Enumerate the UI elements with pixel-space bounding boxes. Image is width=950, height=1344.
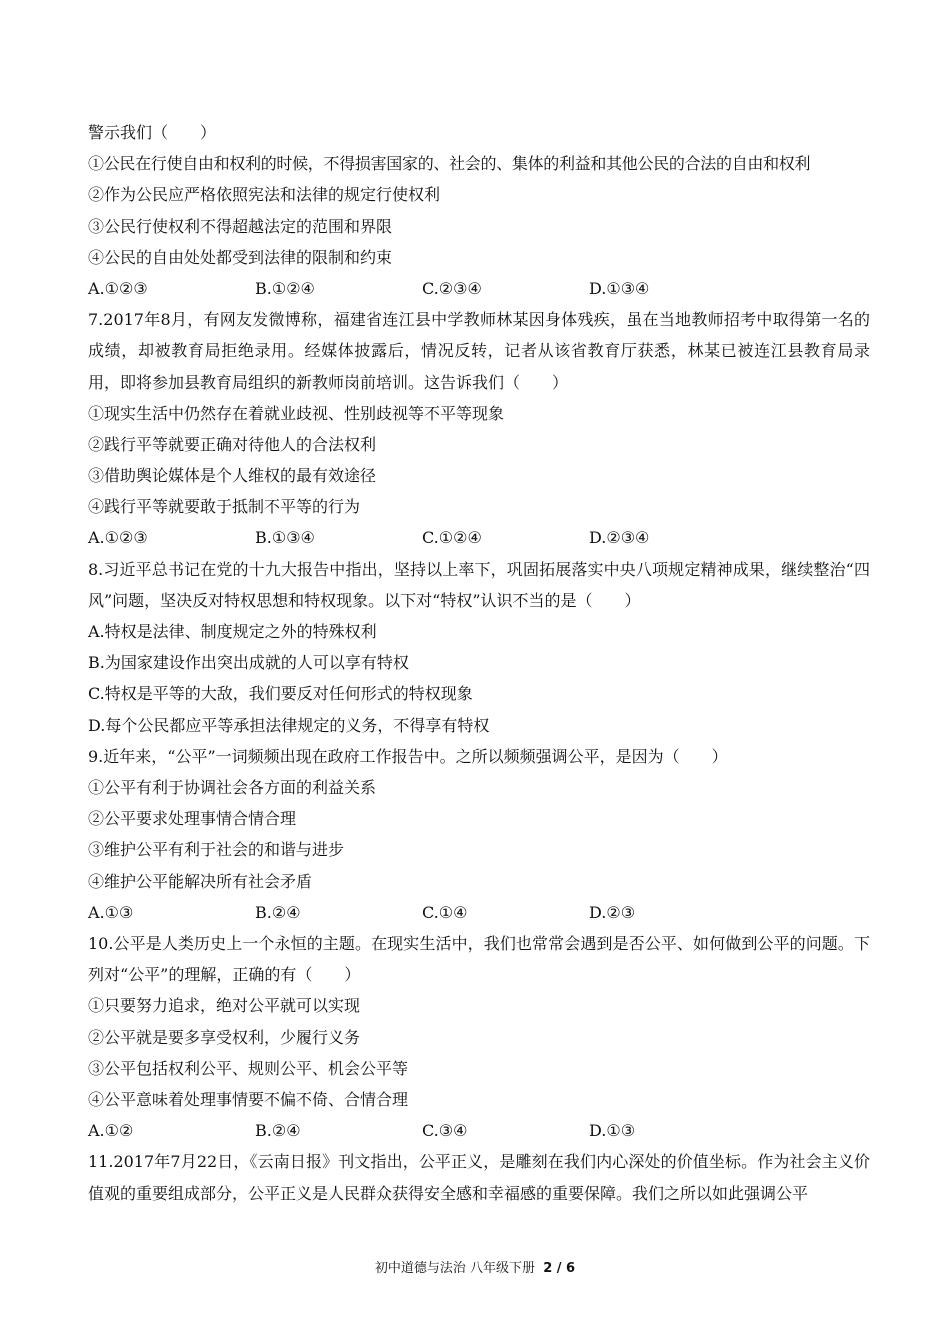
- question-9-options: [88, 897, 870, 928]
- question-10-item-3: ③公平包括权利公平、规则公平、机会公平等: [88, 1058, 409, 1078]
- question-10-item-1: ①只要努力追求，绝对公平就可以实现: [88, 996, 361, 1016]
- question-10-options: [88, 1115, 870, 1146]
- question-6-option-a: A.①②③: [88, 278, 148, 298]
- question-9-option-b: B.②④: [255, 902, 301, 922]
- question-6-options: [88, 273, 870, 304]
- question-8-option-b: B.为国家建设作出突出成就的人可以享有特权: [88, 653, 409, 673]
- footer-title: 初中道德与法治 八年级下册: [374, 1261, 536, 1276]
- question-6-option-d: D.①③④: [589, 278, 650, 298]
- page-number: 2 / 6: [543, 1261, 576, 1276]
- question-6-item-4: ④公民的自由处处都受到法律的限制和约束: [88, 247, 393, 267]
- question-10-item-2: ②公平就是要多享受权利，少履行义务: [88, 1027, 361, 1047]
- question-7-item-1: ①现实生活中仍然存在着就业歧视、性别歧视等不平等现象: [88, 403, 505, 423]
- question-9-option-d: D.②③: [589, 902, 636, 922]
- question-7-options: [88, 522, 870, 553]
- question-8-option-d: D.每个公民都应平等承担法律规定的义务，不得享有特权: [88, 715, 490, 735]
- question-8-stem: 8.习近平总书记在党的十九大报告中指出，坚持以上率下，巩固拓展落实中央八项规定精神成果，继续整治“四风”问题，坚决反对特权思想和特权现象。以下对“特权”认识不当的是（ ）: [88, 559, 870, 610]
- question-7-stem: 7.2017年8月，有网友发微博称，福建省连江县中学教师林某因身体残疾，虽在当地教师招考中取得第一名的成绩，却被教育局拒绝录用。经媒体披露后，情况反转，记者从该省教育厅获悉，林某已被连江县教育局录用，即将参加县教育局组织的新教师岗前培训。这告诉我们（ ）: [88, 310, 870, 392]
- question-6-option-c: C.②③④: [422, 278, 482, 298]
- question-9-stem: 9.近年来，“公平”一词频频出现在政府工作报告中。之所以频频强调公平，是因为（ ）: [88, 746, 728, 766]
- page-footer: [0, 1257, 950, 1276]
- question-7-option-b: B.①③④: [255, 528, 315, 548]
- question-10-option-c: C.③④: [422, 1121, 468, 1141]
- question-6-option-b: B.①②④: [255, 278, 315, 298]
- question-10-item-4: ④公平意味着处理事情要不偏不倚、合情合理: [88, 1089, 409, 1109]
- question-6-stem-end: 警示我们（ ）: [88, 123, 217, 142]
- question-9-option-a: A.①③: [88, 902, 134, 922]
- question-10-option-b: B.②④: [255, 1121, 301, 1141]
- question-6-item-3: ③公民行使权利不得超越法定的范围和界限: [88, 216, 393, 236]
- question-6-item-1: ①公民在行使自由和权利的时候，不得损害国家的、社会的、集体的利益和其他公民的合法的自由和权利: [88, 154, 811, 174]
- question-7-item-4: ④践行平等就要敢于抵制不平等的行为: [88, 497, 361, 517]
- question-10-option-a: A.①②: [88, 1121, 134, 1141]
- question-8-option-a: A.特权是法律、制度规定之外的特殊权利: [88, 622, 377, 642]
- page-content: [88, 117, 870, 1209]
- question-6-item-2: ②作为公民应严格依照宪法和法律的规定行使权利: [88, 185, 441, 205]
- question-7-item-2: ②践行平等就要正确对待他人的合法权利: [88, 434, 377, 454]
- question-9-item-2: ②公平要求处理事情合情合理: [88, 809, 297, 829]
- question-8-option-c: C.特权是平等的大敌，我们要反对任何形式的特权现象: [88, 684, 473, 704]
- question-7-option-d: D.②③④: [589, 528, 650, 548]
- question-9-item-3: ③维护公平有利于社会的和谐与进步: [88, 840, 345, 860]
- question-9-item-4: ④维护公平能解决所有社会矛盾: [88, 871, 313, 891]
- question-11-stem: 11.2017年7月22日，《云南日报》刊文指出，公平正义，是雕刻在我们内心深处的价值坐标。作为社会主义价值观的重要组成部分，公平正义是人民群众获得安全感和幸福感的重要保障。我们之所以如此强调公平: [88, 1152, 870, 1203]
- question-9-item-1: ①公平有利于协调社会各方面的利益关系: [88, 778, 377, 798]
- question-10-stem: 10.公平是人类历史上一个永恒的主题。在现实生活中，我们也常常会遇到是否公平、如何做到公平的问题。下列对“公平”的理解，正确的有（ ）: [88, 933, 870, 985]
- question-7-option-c: C.①②④: [422, 528, 482, 548]
- question-10-option-d: D.①③: [589, 1121, 636, 1141]
- question-7-option-a: A.①②③: [88, 528, 148, 548]
- question-9-option-c: C.①④: [422, 902, 468, 922]
- question-7-item-3: ③借助舆论媒体是个人维权的最有效途径: [88, 466, 377, 486]
